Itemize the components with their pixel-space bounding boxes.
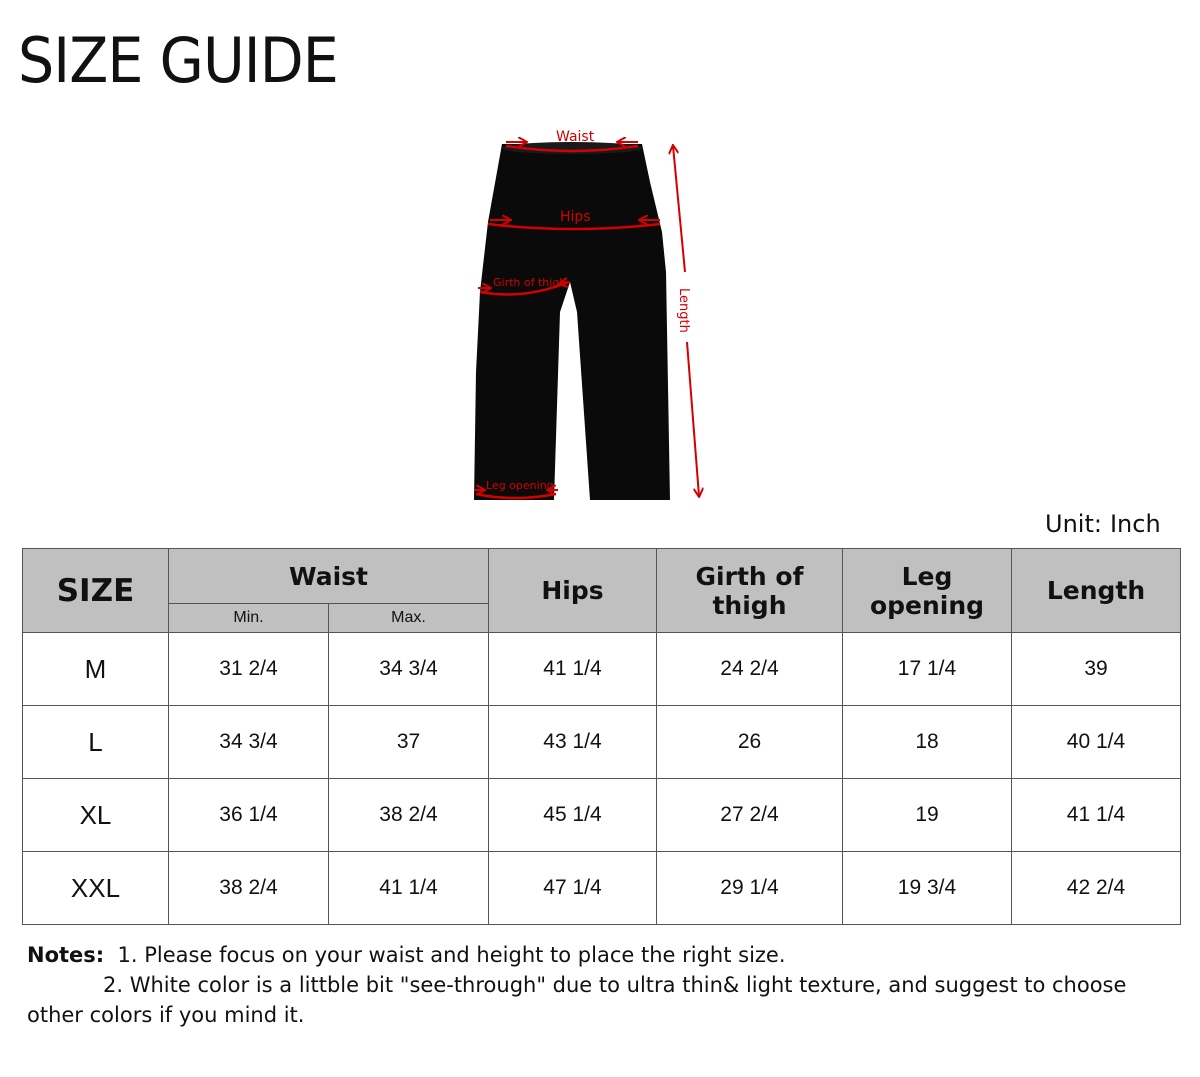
- size-cell: XXL: [23, 852, 169, 925]
- unit-note: [1045, 510, 1161, 538]
- table-row: [23, 633, 1181, 706]
- length-cell: 42 2/4: [1012, 852, 1181, 925]
- note-1: 1. Please focus on your waist and height to place the right size.: [117, 943, 786, 967]
- length-cell: 41 1/4: [1012, 779, 1181, 852]
- header-size: SIZE: [23, 549, 169, 633]
- leg-opening-cell: 17 1/4: [843, 633, 1012, 706]
- size-chart-table: [22, 548, 1181, 925]
- size-cell: XL: [23, 779, 169, 852]
- thigh-cell: 27 2/4: [657, 779, 843, 852]
- thigh-cell: 29 1/4: [657, 852, 843, 925]
- note-2: 2. White color is a littble bit "see-through" due to ultra thin& light texture, and suggest to choose: [103, 973, 1127, 997]
- note-2-continued: other colors if you mind it.: [27, 1003, 305, 1027]
- table-row: [23, 706, 1181, 779]
- waist-min-cell: 34 3/4: [169, 706, 329, 779]
- hips-cell: 43 1/4: [489, 706, 657, 779]
- leg-opening-cell: 19: [843, 779, 1012, 852]
- unit-value: Inch: [1109, 510, 1161, 538]
- waist-max-cell: 37: [329, 706, 489, 779]
- length-cell: 40 1/4: [1012, 706, 1181, 779]
- pants-silhouette: [474, 144, 670, 500]
- size-cell: L: [23, 706, 169, 779]
- page-title: SIZE GUIDE: [18, 24, 338, 97]
- hips-cell: 47 1/4: [489, 852, 657, 925]
- header-leg-opening: Leg opening: [843, 549, 1012, 633]
- length-line: [673, 146, 685, 272]
- notes-label: Notes:: [27, 943, 105, 967]
- header-waist-min: Min.: [169, 604, 329, 633]
- thigh-cell: 26: [657, 706, 843, 779]
- leg-opening-cell: 19 3/4: [843, 852, 1012, 925]
- length-label: Length: [676, 288, 691, 333]
- waist-max-cell: 34 3/4: [329, 633, 489, 706]
- notes-section: [27, 940, 1167, 1030]
- waist-label: Waist: [556, 129, 595, 145]
- note-line-1: [27, 940, 1167, 970]
- header-waist: Waist: [169, 549, 489, 604]
- pants-measurement-diagram: [470, 122, 720, 512]
- header-hips: Hips: [489, 549, 657, 633]
- waist-max-cell: 38 2/4: [329, 779, 489, 852]
- thigh-cell: 24 2/4: [657, 633, 843, 706]
- waist-max-cell: 41 1/4: [329, 852, 489, 925]
- leg-opening-label: Leg opening: [486, 479, 554, 492]
- hips-cell: 45 1/4: [489, 779, 657, 852]
- hips-label: Hips: [560, 209, 591, 225]
- size-cell: M: [23, 633, 169, 706]
- header-waist-max: Max.: [329, 604, 489, 633]
- table-row: [23, 779, 1181, 852]
- unit-label: Unit:: [1045, 510, 1102, 538]
- length-cell: 39: [1012, 633, 1181, 706]
- waist-min-cell: 36 1/4: [169, 779, 329, 852]
- leg-opening-cell: 18: [843, 706, 1012, 779]
- thigh-label: Girth of thigh: [493, 276, 567, 289]
- hips-cell: 41 1/4: [489, 633, 657, 706]
- table-row: [23, 852, 1181, 925]
- waist-min-cell: 31 2/4: [169, 633, 329, 706]
- waist-min-cell: 38 2/4: [169, 852, 329, 925]
- header-thigh: Girth of thigh: [657, 549, 843, 633]
- header-length: Length: [1012, 549, 1181, 633]
